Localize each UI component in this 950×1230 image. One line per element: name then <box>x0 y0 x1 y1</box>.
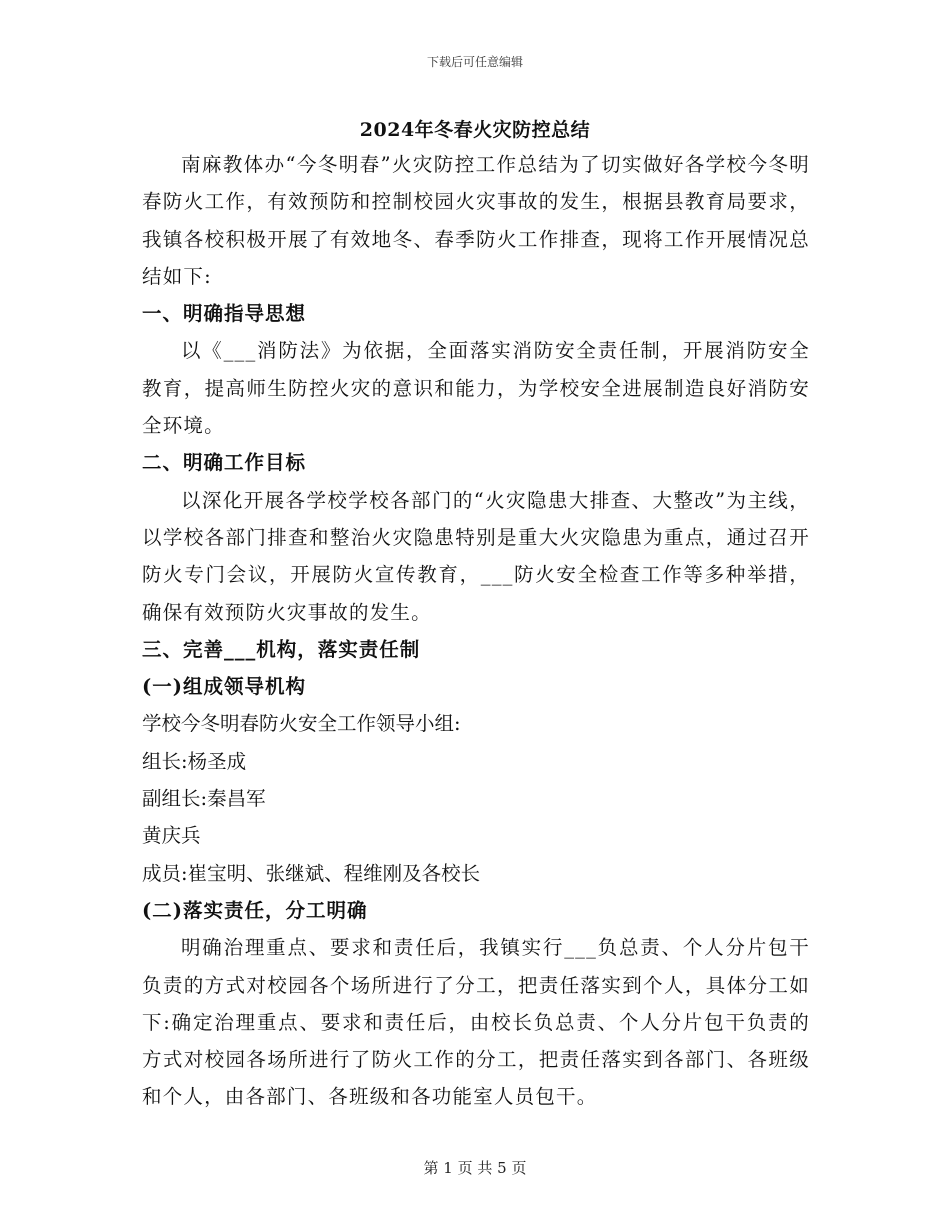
document-title: 2024年冬春火灾防控总结 <box>359 119 591 141</box>
deputy-leader-2: 黄庆兵 <box>142 824 201 848</box>
section-heading-3: 三、完善___机构，落实责任制 <box>142 637 421 661</box>
deputy-leader: 副组长:秦昌军 <box>142 787 266 811</box>
header-note: 下载后可任意编辑 <box>426 55 523 69</box>
section-2-paragraph: 以深化开展各学校学校各部门的“火灾隐患大排查、大整改”为主线，以学校各部门排查和整治火灾隐患特别是重大火灾隐患为重点，通过召开防火专门会议，开展防火宣传教育，___防火安全检查工作等多种举措，确保有效预防火灾事故的发生。 <box>142 488 810 624</box>
group-members: 成员:崔宝明、张继斌、程维刚及各校长 <box>142 861 481 885</box>
document-body <box>142 146 810 1116</box>
subsection-heading-3-1: (一)组成领导机构 <box>142 675 306 699</box>
intro-paragraph: 南麻教体办“今冬明春”火灾防控工作总结为了切实做好各学校今冬明春防火工作，有效预防和控制校园火灾事故的发生，根据县教育局要求，我镇各校积极开展了有效地冬、春季防火工作排查，现将工作开展情况总结如下: <box>142 153 810 288</box>
section-heading-1: 一、明确指导思想 <box>142 302 307 326</box>
group-title: 学校今冬明春防火安全工作领导小组: <box>142 712 461 736</box>
section-3-paragraph: 明确治理重点、要求和责任后，我镇实行___负总责、个人分片包干负责的方式对校园各个场所进行了分工，把责任落实到个人，具体分工如下:确定治理重点、要求和责任后，由校长负总责、个人分片包干负责的方式对校园各场所进行了防火工作的分工，把责任落实到各部门、各班级和个人，由各部门、各班级和各功能室人员包干。 <box>142 936 810 1109</box>
page-footer: 第 1 页 共 5 页 <box>423 1159 527 1177</box>
section-heading-2: 二、明确工作目标 <box>142 451 307 475</box>
section-1-paragraph: 以《___消防法》为依据，全面落实消防安全责任制，开展消防安全教育，提高师生防控火灾的意识和能力，为学校安全进展制造良好消防安全环境。 <box>142 339 810 438</box>
subsection-heading-3-2: (二)落实责任，分工明确 <box>142 898 368 922</box>
group-leader: 组长:杨圣成 <box>142 749 247 773</box>
